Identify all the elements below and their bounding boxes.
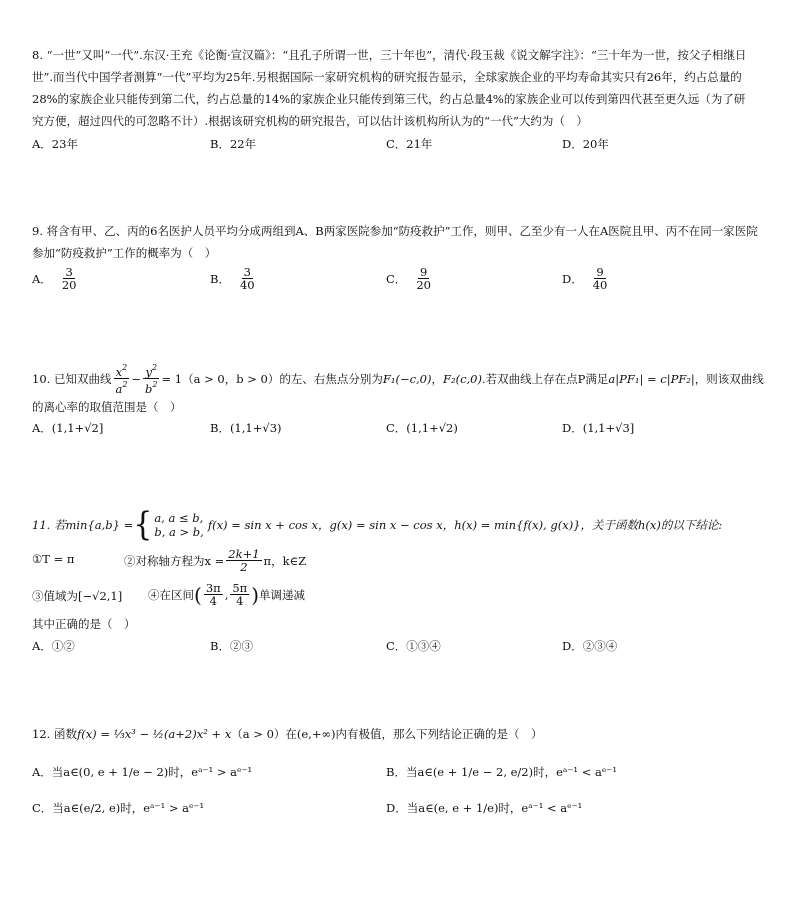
q11-case2: b, a > b, (154, 525, 204, 539)
q10-hyperbola-x: $\frac{x^2}{a^2}$ (115, 363, 128, 396)
q11-cases (154, 511, 204, 539)
q11-interval-start: $\frac{3\pi}{4}$ (205, 581, 221, 608)
q11-option-c[interactable]: C．①③④ (386, 639, 441, 653)
q10-prefix: 10. 已知双曲线 (32, 371, 112, 386)
q9-option-c[interactable] (386, 266, 435, 291)
q12-prefix: 12. 函数 (32, 727, 77, 741)
q11-c4-suffix: 单调递减 (259, 587, 306, 602)
q10-mid: .若双曲线上存在点P满足 (481, 371, 609, 386)
q8-option-b[interactable]: B．22年 (210, 137, 257, 151)
q9-option-d[interactable] (562, 266, 611, 291)
q9-fraction-b: $\frac{3}{40}$ (239, 265, 255, 292)
q11-conclusion-3: ③值域为[−√2,1] (32, 589, 123, 603)
q11-option-b[interactable]: B．②③ (210, 639, 253, 653)
q8-option-c[interactable]: C．21年 (386, 137, 433, 151)
question-10-line1: 10. 已知双曲线 $\frac{x^2}{a^2}$ − $\frac{y^2}{b^2}$ = 1 （a > 0，b > 0）的左、右焦点分别为 F₁(−c,0) ， F₂(c,0) .若双曲线上存在点P满足 a|PF₁| = c|PF₂| ，则该双曲线 (32, 363, 764, 396)
q10-f1: F₁(−c,0) (382, 371, 432, 386)
q12-tail: （a > 0）在(e,+∞)内有极值，那么下列结论正确的是（ ） (231, 727, 543, 741)
q9-label-d: D． (562, 271, 583, 286)
q11-option-a[interactable]: A．①② (32, 639, 75, 653)
q9-line2: 参加“防疫救护”工作的概率为（ ） (32, 246, 217, 260)
q8-line2: 世”.而当代中国学者测算“一代”平均为25年.另根据国际一家研究机构的研究报告显示，全球家族企业的平均寿命其实只有26年，约占总量的 (32, 70, 742, 84)
q11-c2-fraction: $\frac{2k+1}{2}$ (228, 547, 260, 574)
q9-fraction-c: $\frac{9}{20}$ (416, 265, 431, 292)
q9-option-a[interactable] (32, 266, 80, 291)
q9-option-b[interactable] (210, 266, 259, 291)
question-11-line1 (32, 505, 772, 544)
q10-option-b[interactable]: B．(1,1+√3) (210, 421, 282, 435)
q10-hyperbola-y: $\frac{y^2}{b^2}$ (145, 363, 158, 396)
q10-option-c[interactable]: C．(1,1+√2) (386, 421, 458, 435)
q11-c4-prefix: ④在区间 (148, 587, 194, 602)
q8-line3: 28%的家族企业只能传到第二代，约占总量的14%的家族企业只能传到第三代，约占总量4%的家族企业可以传到第四代甚至更久远（为了研 (32, 92, 746, 106)
q8-line1: 8. “一世”又叫“一代”.东汉·王充《论衡·宣汉篇》：“且孔子所谓一世，三十年也”，清代·段玉裁《说文解字注》：“三十年为一世，按父子相继日 (32, 48, 747, 62)
q10-option-d[interactable]: D．(1,1+√3] (562, 421, 635, 435)
question-9 (32, 220, 772, 264)
q8-line4: 究方便，超过四代的可忽略不计）.根据该研究机构的研究报告，可以估计该机构所认为的“一代”大约为（ ） (32, 114, 588, 128)
q9-label-c: C． (386, 271, 407, 286)
q9-label-b: B． (210, 271, 230, 286)
q10-condition: （a > 0，b > 0）的左、右焦点分别为 (182, 371, 383, 386)
q12-option-c[interactable]: C．当a∈(e/2, e)时，eᵃ⁻¹ > aᵉ⁻¹ (32, 801, 205, 815)
q12-option-b[interactable]: B．当a∈(e + 1/e − 2, e/2)时，eᵃ⁻¹ < aᵉ⁻¹ (386, 765, 617, 779)
q9-fraction-a: $\frac{3}{20}$ (61, 265, 77, 292)
q8-option-d[interactable]: D．20年 (562, 137, 609, 151)
q9-label-a: A． (32, 271, 52, 286)
q10-option-a[interactable]: A．(1,1+√2] (32, 421, 104, 435)
question-12-line1 (32, 726, 772, 742)
q10-line2: 的离心率的取值范围是（ ） (32, 400, 182, 414)
q12-option-a[interactable]: A．当a∈(0, e + 1/e − 2)时，eᵃ⁻¹ > aᵉ⁻¹ (32, 765, 253, 779)
q11-conclusion-2 (124, 548, 306, 573)
q9-line1: 9. 将含有甲、乙、丙的6名医护人员平均分成两组到A、B两家医院参加“防疫救护”工作，则甲、乙至少有一人在A医院且甲、丙不在同一家医院 (32, 224, 758, 238)
q11-brace: { (133, 505, 153, 544)
q11-case1: a, a ≤ b, (154, 511, 204, 525)
q12-function: f(x) = ⅓x³ − ½(a+2)x² + x (76, 727, 232, 741)
q9-fraction-d: $\frac{9}{40}$ (592, 265, 608, 292)
q11-c2-prefix: ②对称轴方程为x = (124, 553, 225, 568)
question-8 (32, 44, 772, 132)
q10-f2: F₂(c,0) (443, 371, 482, 386)
q11-option-d[interactable]: D．②③④ (562, 639, 618, 653)
q10-equation: a|PF₁| = c|PF₂| (608, 371, 695, 386)
q8-option-a[interactable]: A．23年 (32, 137, 78, 151)
q10-tail: ，则该双曲线 (694, 371, 764, 386)
q12-option-d[interactable]: D．当a∈(e, e + 1/e)时，eᵃ⁻¹ < aᵉ⁻¹ (386, 801, 583, 815)
q11-functions: f(x) = sin x + cos x，g(x) = sin x − cos x，h(x) = min{f(x), g(x)}，关于函数h(x)的以下结论: (207, 518, 723, 532)
q11-prefix: 11. 若min{a,b} = (32, 518, 134, 532)
q11-conclusion-1: ①T = π (32, 552, 75, 566)
q11-c2-suffix: π，k∈Z (263, 553, 307, 568)
q11-conclusion-4: ④在区间 ( $\frac{3\pi}{4}$ , $\frac{5\pi}{4}$ ) 单调递减 (148, 581, 306, 608)
q11-interval-end: $\frac{5\pi}{4}$ (232, 581, 248, 608)
q11-ask: 其中正确的是（ ） (32, 617, 136, 631)
